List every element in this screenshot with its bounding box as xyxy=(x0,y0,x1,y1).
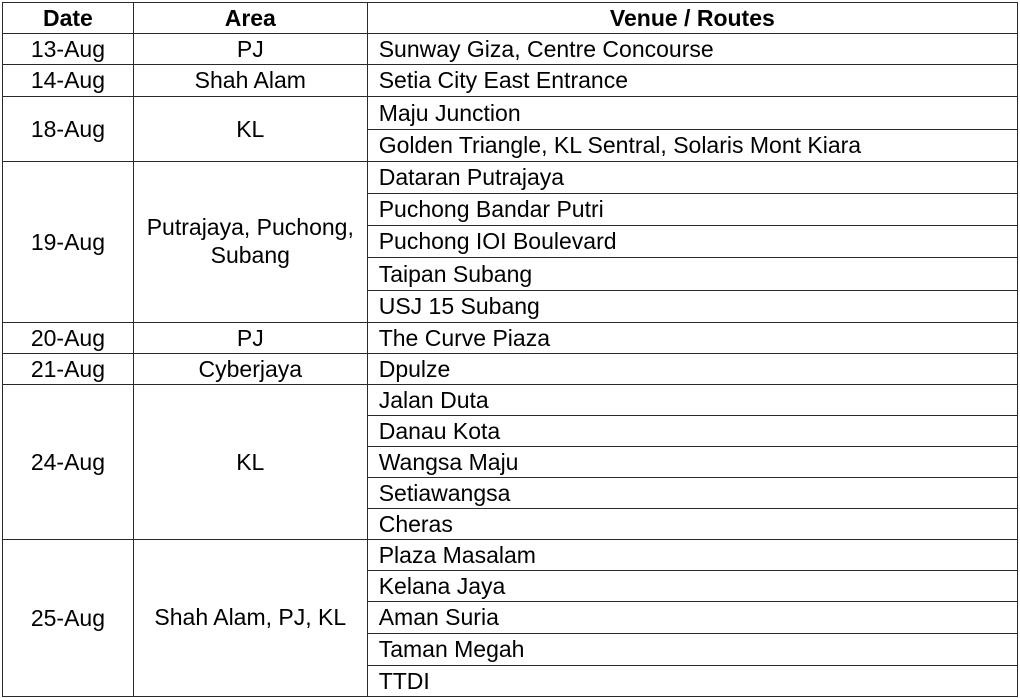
venue-cell: Danau Kota xyxy=(367,416,1017,447)
venue-cell: Setiawangsa xyxy=(367,478,1017,509)
date-cell: 20-Aug xyxy=(3,323,134,354)
area-cell: KL xyxy=(133,385,367,540)
table-row xyxy=(3,323,1018,354)
venue-cell: Aman Suria xyxy=(367,602,1017,634)
venue-cell: Jalan Duta xyxy=(367,385,1017,416)
area-cell: PJ xyxy=(133,323,367,354)
date-cell: 21-Aug xyxy=(3,354,134,385)
date-cell: 25-Aug xyxy=(3,540,134,697)
date-cell: 19-Aug xyxy=(3,162,134,323)
schedule-body xyxy=(3,34,1018,697)
area-cell: KL xyxy=(133,97,367,162)
venue-cell: Dpulze xyxy=(367,354,1017,385)
area-cell: Shah Alam xyxy=(133,65,367,97)
venue-cell: Cheras xyxy=(367,509,1017,540)
venue-cell: Taman Megah xyxy=(367,634,1017,666)
venue-cell: USJ 15 Subang xyxy=(367,291,1017,323)
venue-cell: Plaza Masalam xyxy=(367,540,1017,571)
header-date: Date xyxy=(3,3,134,34)
table-row xyxy=(3,385,1018,416)
venue-cell: Puchong IOI Boulevard xyxy=(367,226,1017,258)
date-cell: 24-Aug xyxy=(3,385,134,540)
venue-cell: Puchong Bandar Putri xyxy=(367,194,1017,226)
venue-cell: Wangsa Maju xyxy=(367,447,1017,478)
area-cell: PJ xyxy=(133,34,367,65)
venue-cell: Golden Triangle, KL Sentral, Solaris Mont Kiara xyxy=(367,130,1017,162)
area-cell: Putrajaya, Puchong, Subang xyxy=(133,162,367,323)
table-row xyxy=(3,65,1018,97)
area-cell: Shah Alam, PJ, KL xyxy=(133,540,367,697)
venue-cell: Sunway Giza, Centre Concourse xyxy=(367,34,1017,65)
venue-cell: Maju Junction xyxy=(367,97,1017,130)
header-venue: Venue / Routes xyxy=(367,3,1017,34)
header-area: Area xyxy=(133,3,367,34)
table-row xyxy=(3,162,1018,194)
venue-cell: Taipan Subang xyxy=(367,258,1017,291)
schedule-table xyxy=(2,2,1018,697)
date-cell: 13-Aug xyxy=(3,34,134,65)
venue-cell: Kelana Jaya xyxy=(367,571,1017,602)
table-row xyxy=(3,97,1018,130)
table-row xyxy=(3,540,1018,571)
date-cell: 18-Aug xyxy=(3,97,134,162)
venue-cell: The Curve Piaza xyxy=(367,323,1017,354)
table-row xyxy=(3,34,1018,65)
venue-cell: Dataran Putrajaya xyxy=(367,162,1017,194)
venue-cell: Setia City East Entrance xyxy=(367,65,1017,97)
area-cell: Cyberjaya xyxy=(133,354,367,385)
table-row xyxy=(3,354,1018,385)
header-row xyxy=(3,3,1018,34)
date-cell: 14-Aug xyxy=(3,65,134,97)
venue-cell: TTDI xyxy=(367,666,1017,697)
